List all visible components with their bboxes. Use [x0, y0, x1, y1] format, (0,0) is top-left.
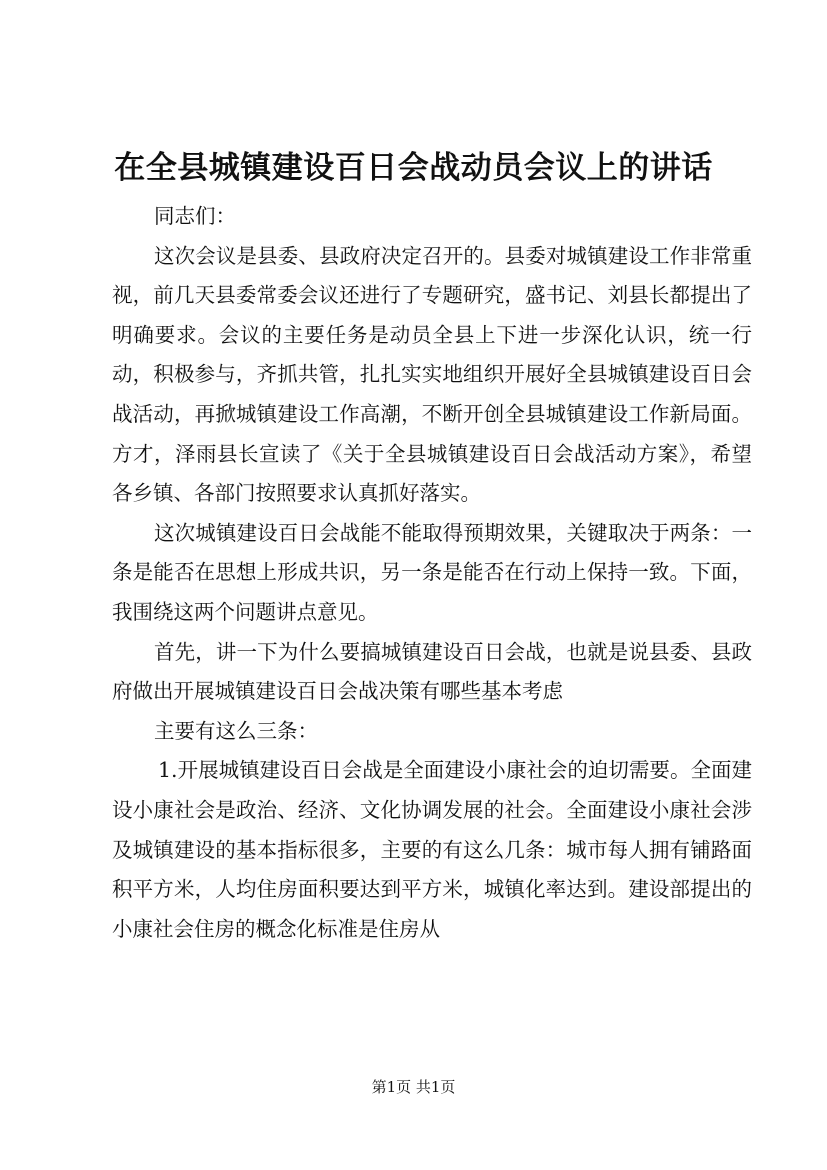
body-paragraph: 首先，讲一下为什么要搞城镇建设百日会战，也就是说县委、县政府做出开展城镇建设百日会战决策有哪些基本考虑	[112, 639, 752, 704]
body-paragraph: 1.开展城镇建设百日会战是全面建设小康社会的迫切需要。全面建设小康社会是政治、经济、文化协调发展的社会。全面建设小康社会涉及城镇建设的基本指标很多，主要的有这么几条：城市每人拥有铺路面积平方米，人均住房面积要达到平方米，城镇化率达到。建设部提出的小康社会住房的概念化标准是住房从	[112, 758, 752, 941]
salutation-paragraph: 同志们：	[154, 204, 236, 228]
body-paragraph: 主要有这么三条：	[154, 718, 318, 743]
body-paragraph: 这次城镇建设百日会战能不能取得预期效果，关键取决于两条：一条是能否在思想上形成共识，另一条是能否在行动上保持一致。下面，我围绕这两个问题讲点意见。	[112, 520, 752, 624]
body-paragraph: 这次会议是县委、县政府决定召开的。县委对城镇建设工作非常重视，前几天县委常委会议还进行了专题研究，盛书记、刘县长都提出了明确要求。会议的主要任务是动员全县上下进一步深化认识，统一行动，积极参与，齐抓共管，扎扎实实地组织开展好全县城镇建设百日会战活动，再掀城镇建设工作高潮，不断开创全县城镇建设工作新局面。方才，泽雨县长宣读了《关于全县城镇建设百日会战活动方案》，希望各乡镇、各部门按照要求认真抓好落实。	[112, 243, 752, 506]
document-body	[112, 197, 752, 949]
document-title: 在全县城镇建设百日会战动员会议上的讲话	[114, 150, 713, 186]
page-number-footer: 第1页 共1页	[371, 1078, 456, 1096]
